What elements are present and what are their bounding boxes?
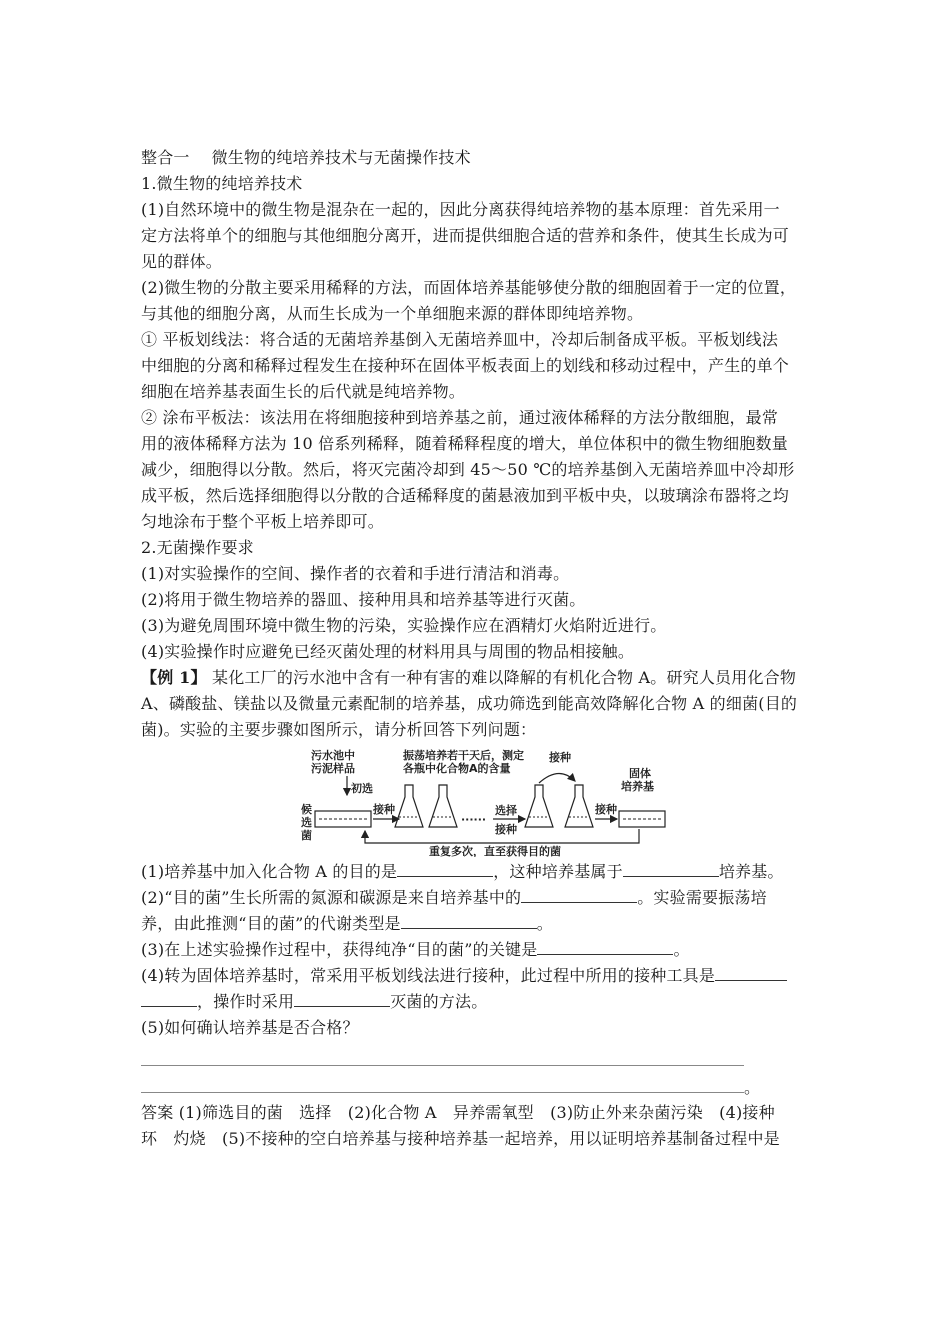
solid-label-1: 固体 xyxy=(629,767,651,780)
aseptic-requirements xyxy=(141,561,813,665)
question-5: (5)如何确认培养基是否合格？ xyxy=(141,1018,359,1037)
list-item: (2)将用于微生物培养的器皿、接种用具和培养基等进行灭菌。 xyxy=(141,590,586,609)
select-inoculate-label: 接种 xyxy=(495,823,517,836)
answer-blank[interactable] xyxy=(294,990,390,1007)
shake-label-2: 各瓶中化合物A的含量 xyxy=(403,762,511,775)
sample-label-2: 污泥样品 xyxy=(311,762,355,775)
answer-line[interactable] xyxy=(141,1070,744,1093)
paragraph-streak-plate: ① 平板划线法：将合适的无菌培养基倒入无菌培养皿中，冷却后制备成平板。平板划线法 中细胞的分离和稀释过程发生在接种环在固体平板表面上的划线和移动过程中，产生的单个 细胞在培养基表面生长的后代就是纯培养物。 xyxy=(141,330,790,401)
heading-pure-culture: 1.微生物的纯培养技术 xyxy=(141,174,303,193)
petri-dish-left xyxy=(315,811,371,827)
candidate-char-1: 候 xyxy=(301,803,312,816)
answer-section: 答案 (1)筛选目的菌 选择 (2)化合物 A 异养需氧型 (3)防止外来杂菌污染 (4)接种 环 灼烧 (5)不接种的空白培养基与接种培养基一起培养，用以证明培养基制备过程中是 xyxy=(141,1103,780,1148)
inoculate-label-1: 接种 xyxy=(373,803,395,816)
solid-label-2: 培养基 xyxy=(621,780,654,793)
answer-blank[interactable] xyxy=(401,912,537,929)
section-title: 整合一 微生物的纯培养技术与无菌操作技术 xyxy=(141,148,471,167)
flow-diagram-svg xyxy=(299,747,669,857)
answer-blank[interactable] xyxy=(623,860,719,877)
flask-1 xyxy=(395,785,423,827)
repeat-label: 重复多次，直至获得目的菌 xyxy=(429,845,561,857)
list-item: (1)对实验操作的空间、操作者的衣着和手进行清洁和消毒。 xyxy=(141,564,570,583)
answer-blank[interactable] xyxy=(537,938,673,955)
initial-select-label: 初选 xyxy=(351,782,373,795)
shake-label-1: 振荡培养若干天后，测定 xyxy=(403,749,524,762)
list-item: (4)实验操作时应避免已经灭菌处理的材料用具与周围的物品相接触。 xyxy=(141,642,635,661)
example-tag: 【例 1】 xyxy=(141,668,207,687)
flask-4 xyxy=(565,785,593,827)
heading-aseptic: 2.无菌操作要求 xyxy=(141,538,254,557)
candidate-char-3: 菌 xyxy=(301,829,312,842)
example-1: 【例 1】 某化工厂的污水池中含有一种有害的难以降解的有机化合物 A。研究人员用化合物 A、磷酸盐、镁盐以及微量元素配制的培养基，成功筛选到能高效降解化合物 A 的细菌(目的 菌)。实验的主要步骤如图所示，请分析回答下列问题： xyxy=(141,668,798,739)
experiment-flow-diagram xyxy=(299,747,669,857)
question-4: (4)转为固体培养基时，常采用平板划线法进行接种，此过程中所用的接种工具是 ，操作时采用 灭菌的方法。 xyxy=(141,963,813,1015)
question-2: (2)“目的菌”生长所需的氮源和碳源是来自培养基中的 。实验需要振荡培 养，由此推测“目的菌”的代谢类型是 。 xyxy=(141,888,767,933)
list-item: (3)为避免周围环境中微生物的污染，实验操作应在酒精灯火焰附近进行。 xyxy=(141,616,667,635)
petri-dish-right xyxy=(619,811,665,827)
answer-blank[interactable] xyxy=(141,990,197,1007)
question-3: (3)在上述实验操作过程中，获得纯净“目的菌”的关键是 。 xyxy=(141,940,690,959)
paragraph-1: (1)自然环境中的微生物是混杂在一起的，因此分离获得纯培养物的基本原理：首先采用一 定方法将单个的细胞与其他细胞分离开，进而提供细胞合适的营养和条件，使其生长成为可 见的群体。 xyxy=(141,200,790,271)
candidate-char-2: 选 xyxy=(301,816,312,829)
sample-label-1: 污水池中 xyxy=(311,749,355,762)
dots-label: ······ xyxy=(461,813,487,826)
question-1: (1)培养基中加入化合物 A 的目的是 ，这种培养基属于 培养基。 xyxy=(141,862,784,881)
answer-blank[interactable] xyxy=(521,886,637,903)
arrow-curve xyxy=(539,773,575,783)
paragraph-2: (2)微生物的分散主要采用稀释的方法，而固体培养基能够使分散的细胞固着于一定的位置， 与其他的细胞分离，从而生长成为一个单细胞来源的群体即纯培养物。 xyxy=(141,278,797,323)
answer-blank[interactable] xyxy=(397,860,493,877)
flask-3 xyxy=(525,785,553,827)
paragraph-spread-plate: ② 涂布平板法：该法用在将细胞接种到培养基之前，通过液体稀释的方法分散细胞，最常 用的液体稀释方法为 10 倍系列稀释，随着稀释程度的增大，单位体积中的微生物细胞数量 减少，细胞得以分散。然后，将灭完菌冷却到 45～50 ℃的培养基倒入无菌培养皿中冷却形 成平板，然后选择细胞得以分散的合适稀释度的菌悬液加到平板中央，以玻璃涂布器将之均 匀地涂布于整个平板上培养即可。 xyxy=(141,408,795,531)
answer-line[interactable] xyxy=(141,1043,744,1066)
answer-blank[interactable] xyxy=(715,964,787,981)
select-label: 选择 xyxy=(495,804,517,817)
answer-label: 答案 xyxy=(141,1103,174,1122)
inoculate-label-3: 接种 xyxy=(595,803,617,816)
flask-2 xyxy=(429,785,457,827)
document-page: 整合一 微生物的纯培养技术与无菌操作技术 1.微生物的纯培养技术 (1)自然环境中的微生物是混杂在一起的，因此分离获得纯培养物的基本原理：首先采用一 定方法将单个的细胞与其他细胞分离开，进而提供细胞合适的营养和条件，使其生长成为可 见的群体。 (2)微生物的分散主要采用稀释的方法，而固体培养基能够使分散的细胞固着于一定的位置， 与其他的细胞分离，从而生长成为一个单细胞来源的群体即纯培养物。 ① 平板划线法：将合适的无菌培养基倒入无菌培养皿中，冷却后制备成平板。平板划线法 中细胞的分离和稀释过程发生在接种环在固体平板表面上的划线和移动过程中，产生的单个 细胞在培养基表面生长的后代就是纯培养物。 ② 涂布平板法：该法用在将细胞接种到培养基之前，通过液体稀释的方法分散细胞，最常 用的液体稀释方法为 10 倍系列稀释，随着稀释程度的增大，单位体积中的微生物细胞数量 减少，细胞得以分散。然后，将灭完菌冷却到 45～50 ℃的培养基倒入无菌培养皿中冷却形 成平板，然后选择细胞得以分散的合适稀释度的菌悬液加到平板中央，以玻璃涂布器将之均 匀地涂布于整个平板上培养即可。 2.无菌操作要求 (1)对实验操作的空间、操作者的衣着和手进行清洁和消毒。 (2)将用于微生物培养的器皿、接种用具和培养基等进行灭菌。 (3)为避免周围环境中微生物的污染，实验操作应在酒精灯火焰附近进行。 (4)实验操作时应避免已经灭菌处理的材料用具与周围的物品相接触。 【例 1】 某化工厂的污水池中含有一种有害的难以降解的有机化合物 A。研究人员用化合物 A、磷酸盐、镁盐以及微量元素配制的培养基，成功筛选到能高效降解化合物 A 的细菌(目的 菌)。实验的主要步骤如图所示，请分析回答下列问题： 污水池中 污泥样品 初选 候 选 菌 接种 振荡培养若干天后，测定 各瓶中化合物A的含量 ······ 选择 接种 接种 接种 固体 培养基 重复多次，直至获得目的菌 (1)培养基中加入化合物 A 的目的是 ，这种培养基属于 培养基。 (2)“目的菌”生长所需的氮源和碳源是来自培养基中的 。实验需要振荡培 养，由此推测“目的菌”的代谢类型是 。 (3)在上述实验操作过程中，获得纯净“目的菌”的关键是 。 (4)转为固体培养基时，常采用平板划线法进行接种，此过程中所用的接种工具是 ，操作时采用 灭菌的方法。 (5)如何确认培养基是否合格？ 。 答案 (1)筛选目的菌 选择 (2)化合物 A 异养需氧型 (3)防止外来杂菌污染 (4)接种 环 灼烧 (5)不接种的空白培养基与接种培养基一起培养，用以证明培养基制备过程中是 xyxy=(141,145,813,1152)
inoculate-label-2: 接种 xyxy=(549,751,571,764)
